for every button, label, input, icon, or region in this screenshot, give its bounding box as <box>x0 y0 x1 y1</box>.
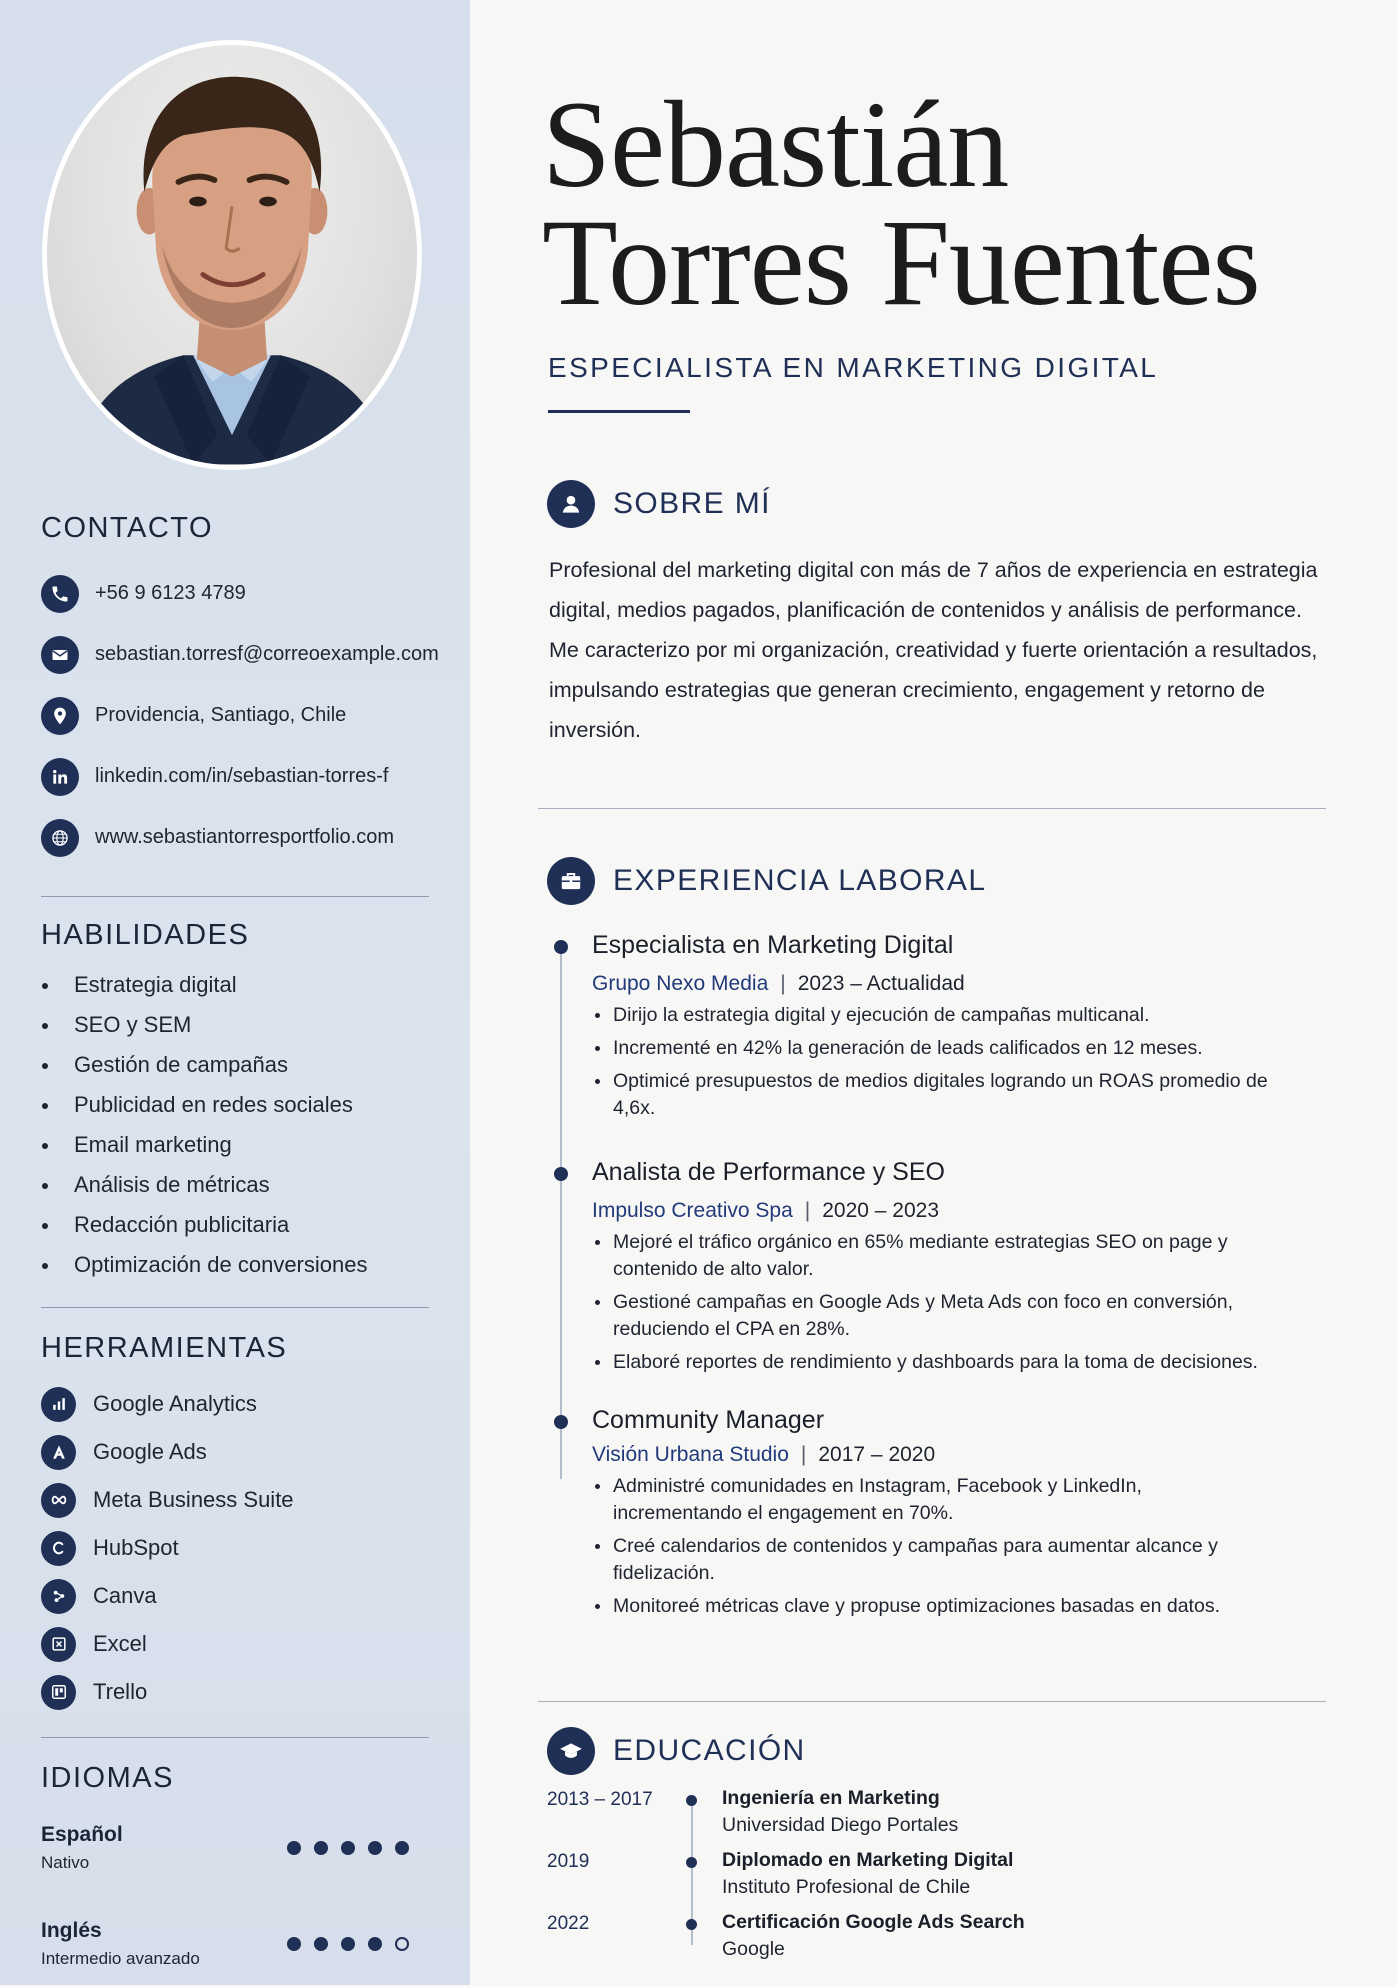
education-institution: Google <box>722 1938 785 1960</box>
timeline-dot <box>686 1857 697 1868</box>
role-underline <box>548 410 690 413</box>
skill-item: Publicidad en redes sociales <box>41 1085 429 1125</box>
full-name <box>542 76 1397 331</box>
rating-dot-filled <box>341 1937 355 1951</box>
education-heading: EDUCACIÓN <box>613 1734 806 1767</box>
google-ads-icon <box>41 1435 76 1470</box>
job-bullet: Mejoré el tráfico orgánico en 65% mediante estrategias SEO on page y contenido de alto valor. <box>592 1229 1273 1283</box>
portrait-illustration <box>47 45 417 465</box>
education-entry <box>547 1849 1367 1911</box>
job-title: Community Manager <box>592 1406 825 1434</box>
canva-icon <box>41 1579 76 1614</box>
job-title: Especialista en Marketing Digital <box>592 931 954 959</box>
phone-icon <box>41 575 79 613</box>
education-degree: Ingeniería en Marketing <box>722 1787 940 1809</box>
graduation-cap-icon <box>547 1727 595 1775</box>
sidebar <box>0 0 470 1985</box>
tool-item <box>41 1476 429 1524</box>
contact-email <box>41 624 439 685</box>
section-divider <box>538 808 1326 809</box>
email-icon <box>41 636 79 674</box>
job-entry <box>547 931 1367 1122</box>
meta-icon <box>41 1483 76 1518</box>
trello-icon <box>41 1675 76 1710</box>
education-years: 2022 <box>547 1913 590 1934</box>
first-name: Sebastián <box>542 76 1009 213</box>
rating-dot-filled <box>395 1841 409 1855</box>
skill-item: Gestión de campañas <box>41 1045 429 1085</box>
job-bullets <box>592 1229 1367 1376</box>
contact-location-text: Providencia, Santiago, Chile <box>95 704 347 726</box>
last-name: Torres Fuentes <box>542 194 1260 331</box>
job-title: Analista de Performance y SEO <box>592 1158 945 1186</box>
tool-name: Trello <box>93 1679 148 1704</box>
tool-name: Excel <box>93 1631 147 1656</box>
location-icon <box>41 697 79 735</box>
tool-item <box>41 1620 429 1668</box>
excel-icon <box>41 1627 76 1662</box>
timeline-dot <box>686 1795 697 1806</box>
job-bullet: Elaboré reportes de rendimiento y dashboards para la toma de decisiones. <box>592 1349 1367 1376</box>
rating-dot-filled <box>287 1841 301 1855</box>
job-separator: | <box>804 1199 811 1222</box>
contact-location <box>41 685 429 746</box>
experience-section <box>547 857 1367 1620</box>
timeline-dot <box>554 940 568 954</box>
tool-item <box>41 1572 429 1620</box>
contact-phone <box>41 563 429 624</box>
job-bullet: Dirijo la estrategia digital y ejecución de campañas multicanal. <box>592 1002 1367 1029</box>
languages-heading: IDIOMAS <box>41 1762 174 1794</box>
job-role: ESPECIALISTA EN MARKETING DIGITAL <box>548 352 1159 383</box>
job-bullet: Optimicé presupuestos de medios digitales logrando un ROAS promedio de 4,6x. <box>592 1068 1313 1122</box>
contact-phone-text[interactable]: +56 9 6123 4789 <box>95 582 246 604</box>
language-item-english <box>41 1901 429 1987</box>
profile-photo <box>42 40 422 470</box>
job-meta <box>592 972 1367 996</box>
job-bullet: Monitoreé métricas clave y propuse optimizaciones basadas en datos. <box>592 1593 1367 1620</box>
contact-linkedin <box>41 746 429 807</box>
tool-item <box>41 1668 429 1716</box>
user-icon <box>547 480 595 528</box>
skill-item: Redacción publicitaria <box>41 1205 429 1245</box>
tool-item <box>41 1380 429 1428</box>
rating-dot-filled <box>368 1937 382 1951</box>
rating-dot-filled <box>341 1841 355 1855</box>
job-company: Impulso Creativo Spa <box>592 1199 793 1222</box>
skill-item: SEO y SEM <box>41 1005 429 1045</box>
job-bullets <box>592 1473 1367 1620</box>
tools-heading: HERRAMIENTAS <box>41 1332 288 1364</box>
tool-item <box>41 1524 429 1572</box>
skill-item: Estrategia digital <box>41 965 429 1005</box>
contact-website <box>41 807 429 868</box>
job-company: Grupo Nexo Media <box>592 972 769 995</box>
skills-list <box>41 965 429 1285</box>
tool-name: Meta Business Suite <box>93 1487 294 1512</box>
job-bullet: Gestioné campañas en Google Ads y Meta Ads con foco en conversión, reduciendo el CPA en 28%. <box>592 1289 1293 1343</box>
skills-heading: HABILIDADES <box>41 919 250 951</box>
skill-item: Optimización de conversiones <box>41 1245 429 1285</box>
education-list <box>547 1787 1367 1973</box>
job-entry <box>547 1406 1367 1620</box>
job-bullet: Creé calendarios de contenidos y campañas para aumentar alcance y fidelización. <box>592 1533 1273 1587</box>
education-years: 2013 – 2017 <box>547 1789 653 1810</box>
sidebar-divider <box>41 1737 429 1738</box>
sidebar-divider <box>41 896 429 897</box>
rating-dot-filled <box>287 1937 301 1951</box>
job-bullet: Administré comunidades en Instagram, Facebook y LinkedIn, incrementando el engagement en 70%. <box>592 1473 1213 1527</box>
rating-dot-filled <box>314 1841 328 1855</box>
main-content <box>470 0 1397 1985</box>
tool-name: HubSpot <box>93 1535 179 1560</box>
linkedin-icon <box>41 758 79 796</box>
education-years: 2019 <box>547 1851 590 1872</box>
education-degree: Certificación Google Ads Search <box>722 1911 1025 1933</box>
contact-heading: CONTACTO <box>41 512 214 544</box>
education-entry <box>547 1787 1367 1849</box>
job-bullets <box>592 1002 1367 1122</box>
job-period: 2017 – 2020 <box>818 1443 936 1466</box>
contact-email-text[interactable]: sebastian.torresf@correoexample.com <box>95 643 439 665</box>
experience-heading: EXPERIENCIA LABORAL <box>613 864 987 897</box>
job-meta <box>592 1199 1367 1223</box>
globe-icon <box>41 819 79 857</box>
job-meta <box>592 1443 1367 1467</box>
language-name: Inglés <box>41 1919 102 1942</box>
about-section <box>547 480 1327 750</box>
skill-item: Análisis de métricas <box>41 1165 429 1205</box>
about-heading: SOBRE MÍ <box>613 487 771 520</box>
skill-item: Email marketing <box>41 1125 429 1165</box>
google-analytics-icon <box>41 1387 76 1422</box>
section-divider <box>538 1701 1326 1702</box>
education-institution: Universidad Diego Portales <box>722 1814 959 1836</box>
job-entry <box>547 1158 1367 1376</box>
timeline-dot <box>554 1415 568 1429</box>
education-entry <box>547 1911 1367 1973</box>
languages-list <box>41 1805 429 1987</box>
tool-name: Canva <box>93 1583 157 1608</box>
education-section <box>547 1727 1367 1973</box>
about-text: Profesional del marketing digital con más de 7 años de experiencia en estrategia digital, medios pagados, planificación de contenidos y análisis de performance. Me caracterizo por mi organización, creatividad y fuerte orientación a resultados, impulsando estrategias que generan crecimiento, engagement y retorno de inversión. <box>549 558 1318 742</box>
job-period: 2023 – Actualidad <box>797 972 965 995</box>
tool-item <box>41 1428 429 1476</box>
language-item-spanish <box>41 1805 429 1891</box>
job-separator: | <box>780 972 786 995</box>
language-level: Intermedio avanzado <box>41 1949 200 1968</box>
tool-name: Google Analytics <box>93 1391 257 1416</box>
rating-dot-filled <box>314 1937 328 1951</box>
job-period: 2020 – 2023 <box>822 1199 940 1222</box>
timeline-dot <box>554 1167 568 1181</box>
education-degree: Diplomado en Marketing Digital <box>722 1849 1014 1871</box>
sidebar-divider <box>41 1307 429 1308</box>
job-company: Visión Urbana Studio <box>592 1443 789 1466</box>
contact-list <box>41 563 439 868</box>
job-separator: | <box>800 1443 807 1466</box>
rating-dot-filled <box>368 1841 382 1855</box>
language-level: Nativo <box>41 1853 90 1872</box>
tool-name: Google Ads <box>93 1439 207 1464</box>
timeline-dot <box>686 1919 697 1930</box>
job-bullet: Incrementé en 42% la generación de leads calificados en 12 meses. <box>592 1035 1367 1062</box>
tools-list <box>41 1380 429 1716</box>
contact-website-text[interactable]: www.sebastiantorresportfolio.com <box>95 826 395 848</box>
language-rating <box>287 1937 409 1951</box>
language-name: Español <box>41 1823 123 1846</box>
education-institution: Instituto Profesional de Chile <box>722 1876 971 1898</box>
hubspot-icon <box>41 1531 76 1566</box>
briefcase-icon <box>547 857 595 905</box>
rating-dot-empty <box>395 1937 409 1951</box>
contact-linkedin-text[interactable]: linkedin.com/in/sebastian-torres-f <box>95 765 389 787</box>
language-rating <box>287 1841 409 1855</box>
